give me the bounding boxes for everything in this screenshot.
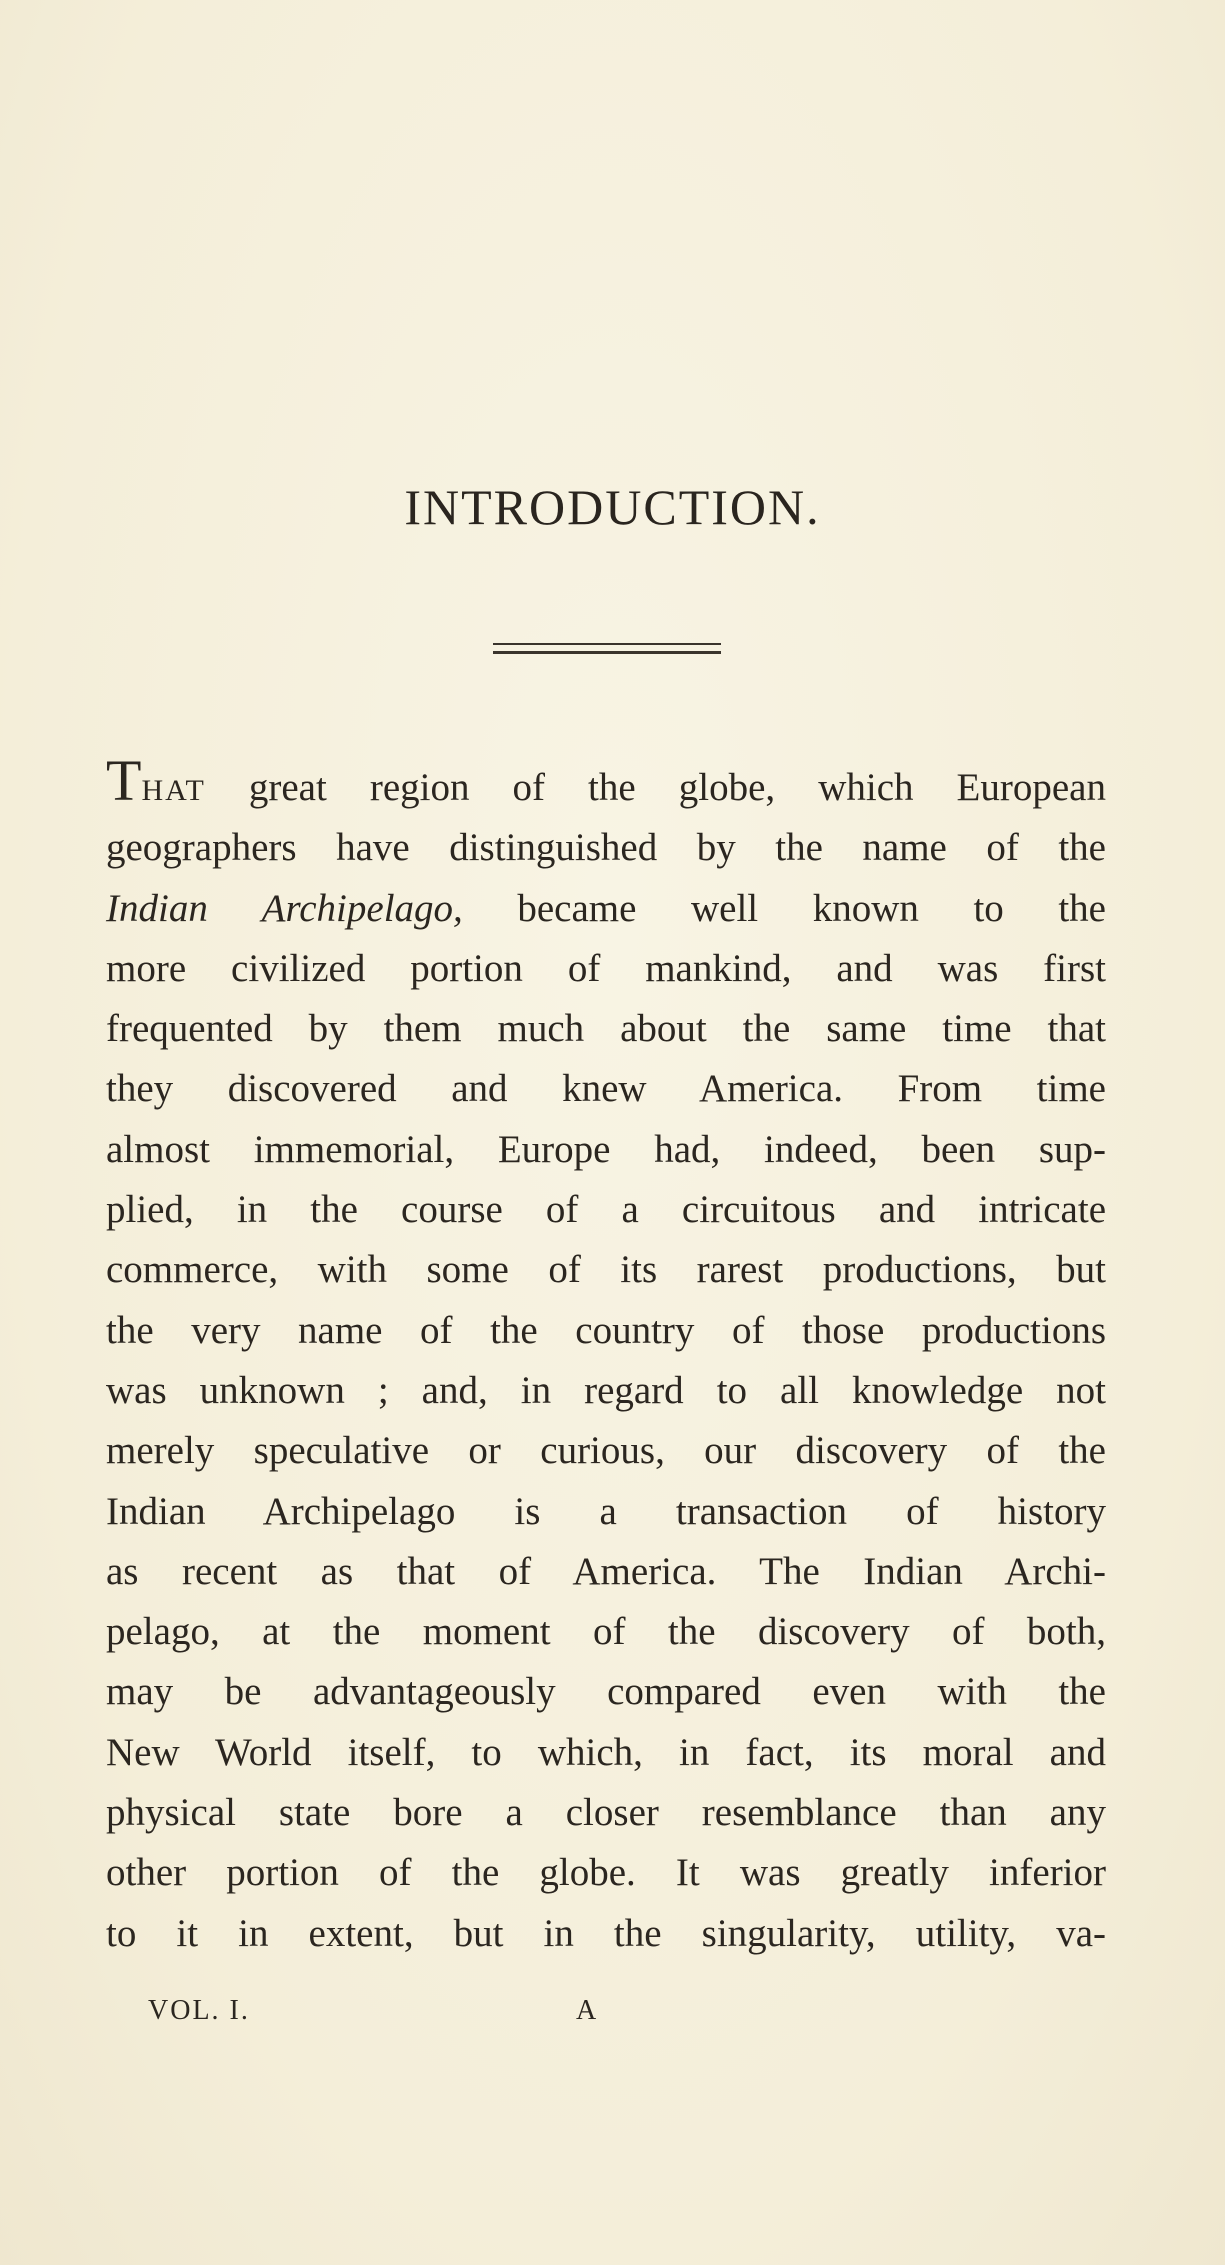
text-line-2: geographers have distinguished by the name of the xyxy=(106,826,1106,870)
title-rule-thick xyxy=(493,651,721,654)
text-line-16: may be advantageously compared even with the xyxy=(106,1670,1106,1714)
text-line-1-rest: great region of the globe, which European xyxy=(205,766,1106,809)
text-line-3-rest: became well known to the xyxy=(462,886,1106,930)
title-rule-thin xyxy=(493,643,721,645)
text-line-7: almost immemorial, Europe had, indeed, been sup- xyxy=(106,1127,1106,1171)
text-line-13: Indian Archipelago is a transaction of history xyxy=(106,1489,1106,1533)
text-line-15: pelago, at the moment of the discovery of both, xyxy=(106,1610,1106,1654)
signature-mark: VOL. I. xyxy=(148,1995,250,2026)
text-line-18: physical state bore a closer resemblance than any xyxy=(106,1791,1106,1835)
italic-term: Indian Archipelago, xyxy=(106,886,463,930)
text-line-19: other portion of the globe. It was greatly inferior xyxy=(106,1851,1106,1895)
text-line-3 xyxy=(106,879,1106,939)
text-line-17: New World itself, to which, in fact, its moral and xyxy=(106,1730,1106,1774)
text-line-12: merely speculative or curious, our discovery of the xyxy=(106,1429,1106,1473)
drop-cap: T xyxy=(106,748,142,813)
body-paragraph xyxy=(106,748,1106,1964)
text-line-11: was unknown ; and, in regard to all knowledge not xyxy=(106,1368,1106,1412)
text-line-9: commerce, with some of its rarest productions, but xyxy=(106,1248,1106,1292)
text-line-5: frequented by them much about the same time that xyxy=(106,1007,1106,1051)
text-line-20: to it in extent, but in the singularity, utility, va- xyxy=(106,1911,1106,1955)
page-footer xyxy=(0,1995,1225,2035)
text-line-6: they discovered and knew America. From time xyxy=(106,1067,1106,1111)
text-line-4: more civilized portion of mankind, and was first xyxy=(106,946,1106,990)
gathering-mark: A xyxy=(576,1995,599,2026)
text-line-10: the very name of the country of those productions xyxy=(106,1308,1106,1352)
text-line-1 xyxy=(106,748,1106,818)
page-title: INTRODUCTION. xyxy=(404,479,821,535)
text-line-14: as recent as that of America. The Indian Archi- xyxy=(106,1549,1106,1593)
text-line-8: plied, in the course of a circuitous and intricate xyxy=(106,1188,1106,1232)
opening-smallcaps: HAT xyxy=(141,774,206,807)
